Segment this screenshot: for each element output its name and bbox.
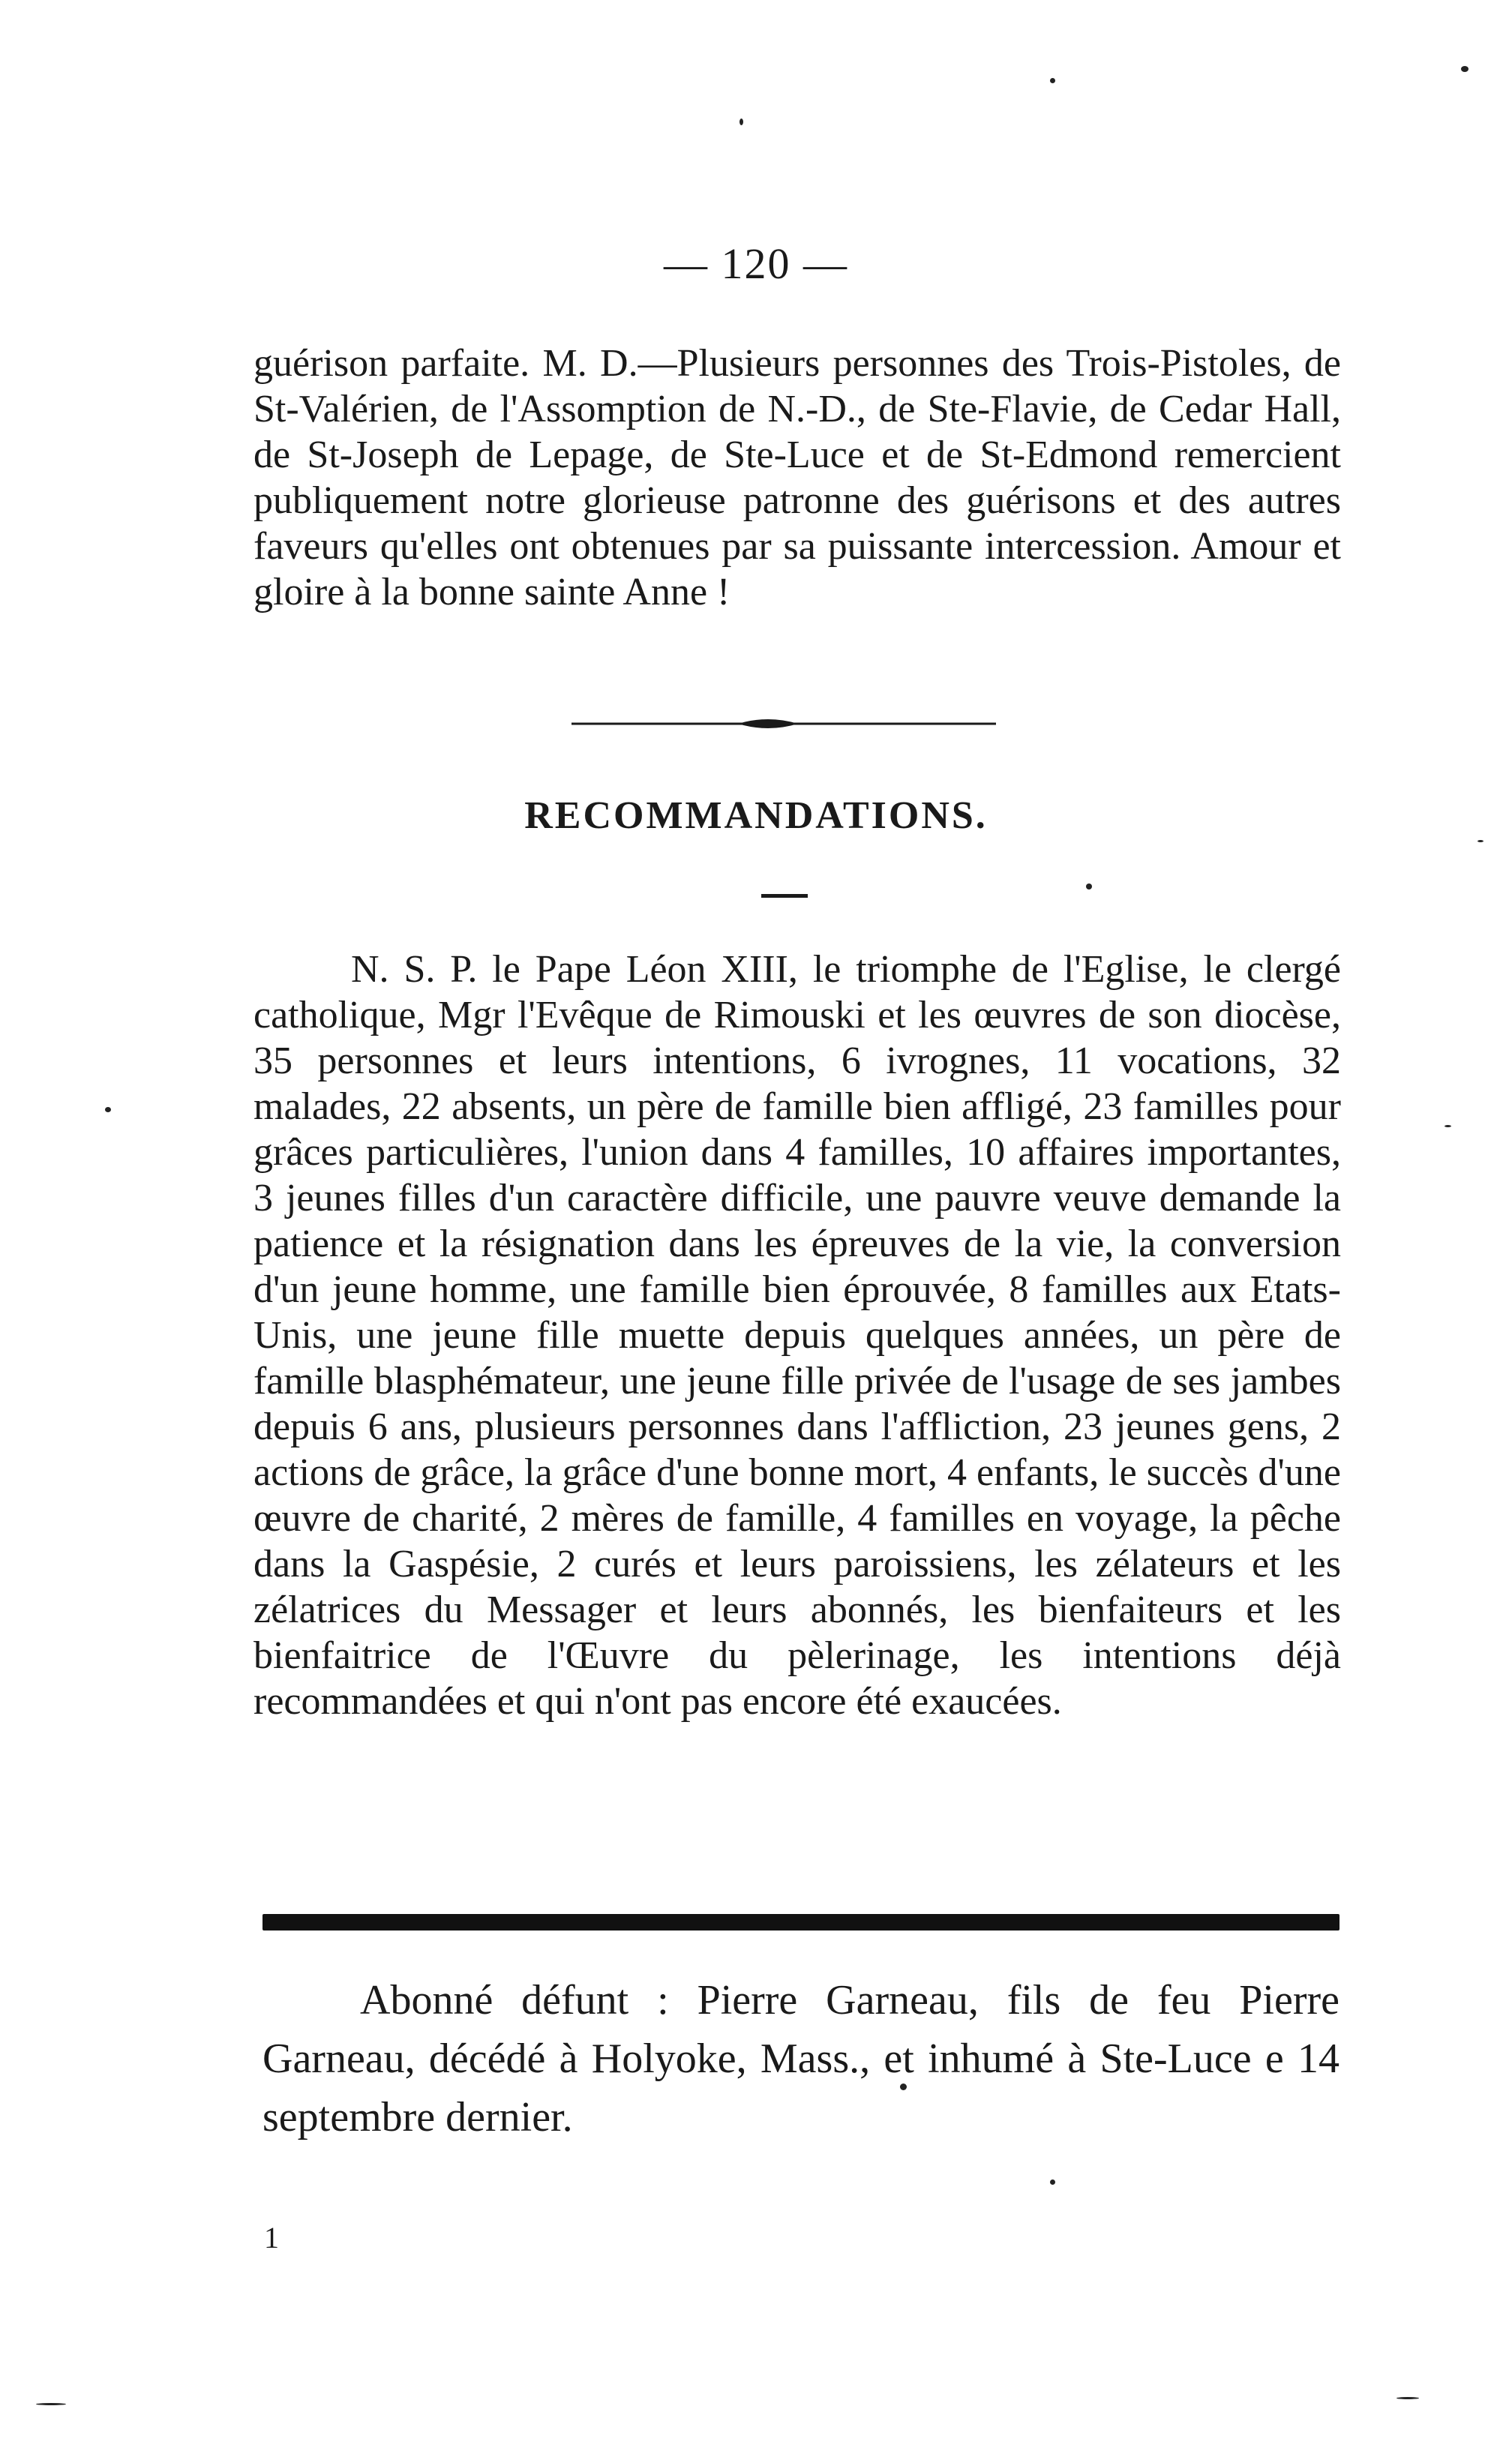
recommendations-paragraph: N. S. P. le Pape Léon XIII, le triomphe de l'Eglise, le clergé catholique, Mgr l'Evêque de Rimouski et les œuvres de son diocèse, 35 personnes et leurs intentions, 6 ivrognes, 11 vocations, 32 malades, 22 absents, un père de famille bien affligé, 23 familles pour grâces particulières, l'union dans 4 familles, 10 affaires importantes, 3 jeunes filles d'un caractère difficile, une pauvre veuve demande la patience et la résignation dans les épreuves de la vie, la conversion d'un jeune homme, une famille bien éprouvée, 8 familles aux Etats-Unis, une jeune fille muette depuis quelques années, un père de famille blasphémateur, une jeune fille privée de l'usage de ses jambes depuis 6 ans, plusieurs personnes dans l'affliction, 23 jeunes gens, 2 actions de grâce, la grâce d'une bonne mort, 4 enfants, le succès d'une œuvre de charité, 2 mères de famille, 4 familles en voyage, la pêche dans la Gaspésie, 2 curés et leurs paroissiens, les zélateurs et les zélatrices du Messager et leurs abonnés, les bienfaiteurs et les bienfaitrice de l'Œuvre du pèlerinage, les intentions déjà recommandées et qui n'ont pas encore été exaucées. (254, 948, 1341, 1723)
scan-speck (105, 1107, 111, 1112)
scan-speck (1050, 78, 1055, 83)
scan-speck (1478, 840, 1484, 842)
deceased-notice-block (262, 1971, 1340, 2146)
scan-speck (1050, 2180, 1055, 2185)
thick-separator-rule (262, 1914, 1340, 1930)
scan-speck (1086, 884, 1092, 890)
scan-speck (900, 2084, 907, 2090)
scan-speck (1444, 1125, 1451, 1127)
scan-speck (1396, 2397, 1419, 2399)
signature-mark: 1 (264, 2221, 279, 2254)
page-number: — 120 — (664, 239, 848, 288)
intro-paragraph-block (254, 340, 1341, 615)
scan-speck (740, 118, 743, 125)
scan-speck (36, 2403, 66, 2405)
section-heading: RECOMMANDATIONS. (524, 794, 988, 837)
heading-rule (761, 894, 808, 898)
scan-speck (1461, 66, 1468, 72)
ornamental-divider (572, 712, 996, 735)
deceased-notice: Abonné défunt : Pierre Garneau, fils de feu Pierre Garneau, décédé à Holyoke, Mass., et inhumé à Ste-Luce e 14 septembre dernier. (262, 1977, 1340, 2140)
intro-paragraph: guérison parfaite. M. D.—Plusieurs personnes des Trois-Pistoles, de St-Valérien, de l'Assomption de N.-D., de Ste-Flavie, de Cedar Hall, de St-Joseph de Lepage, de Ste-Luce et de St-Edmond remercient publiquement notre glorieuse patronne des guérisons et des autres faveurs qu'elles ont obtenues par sa puissante intercession. Amour et gloire à la bonne sainte Anne ! (254, 342, 1341, 614)
recommendations-block (254, 946, 1341, 1724)
